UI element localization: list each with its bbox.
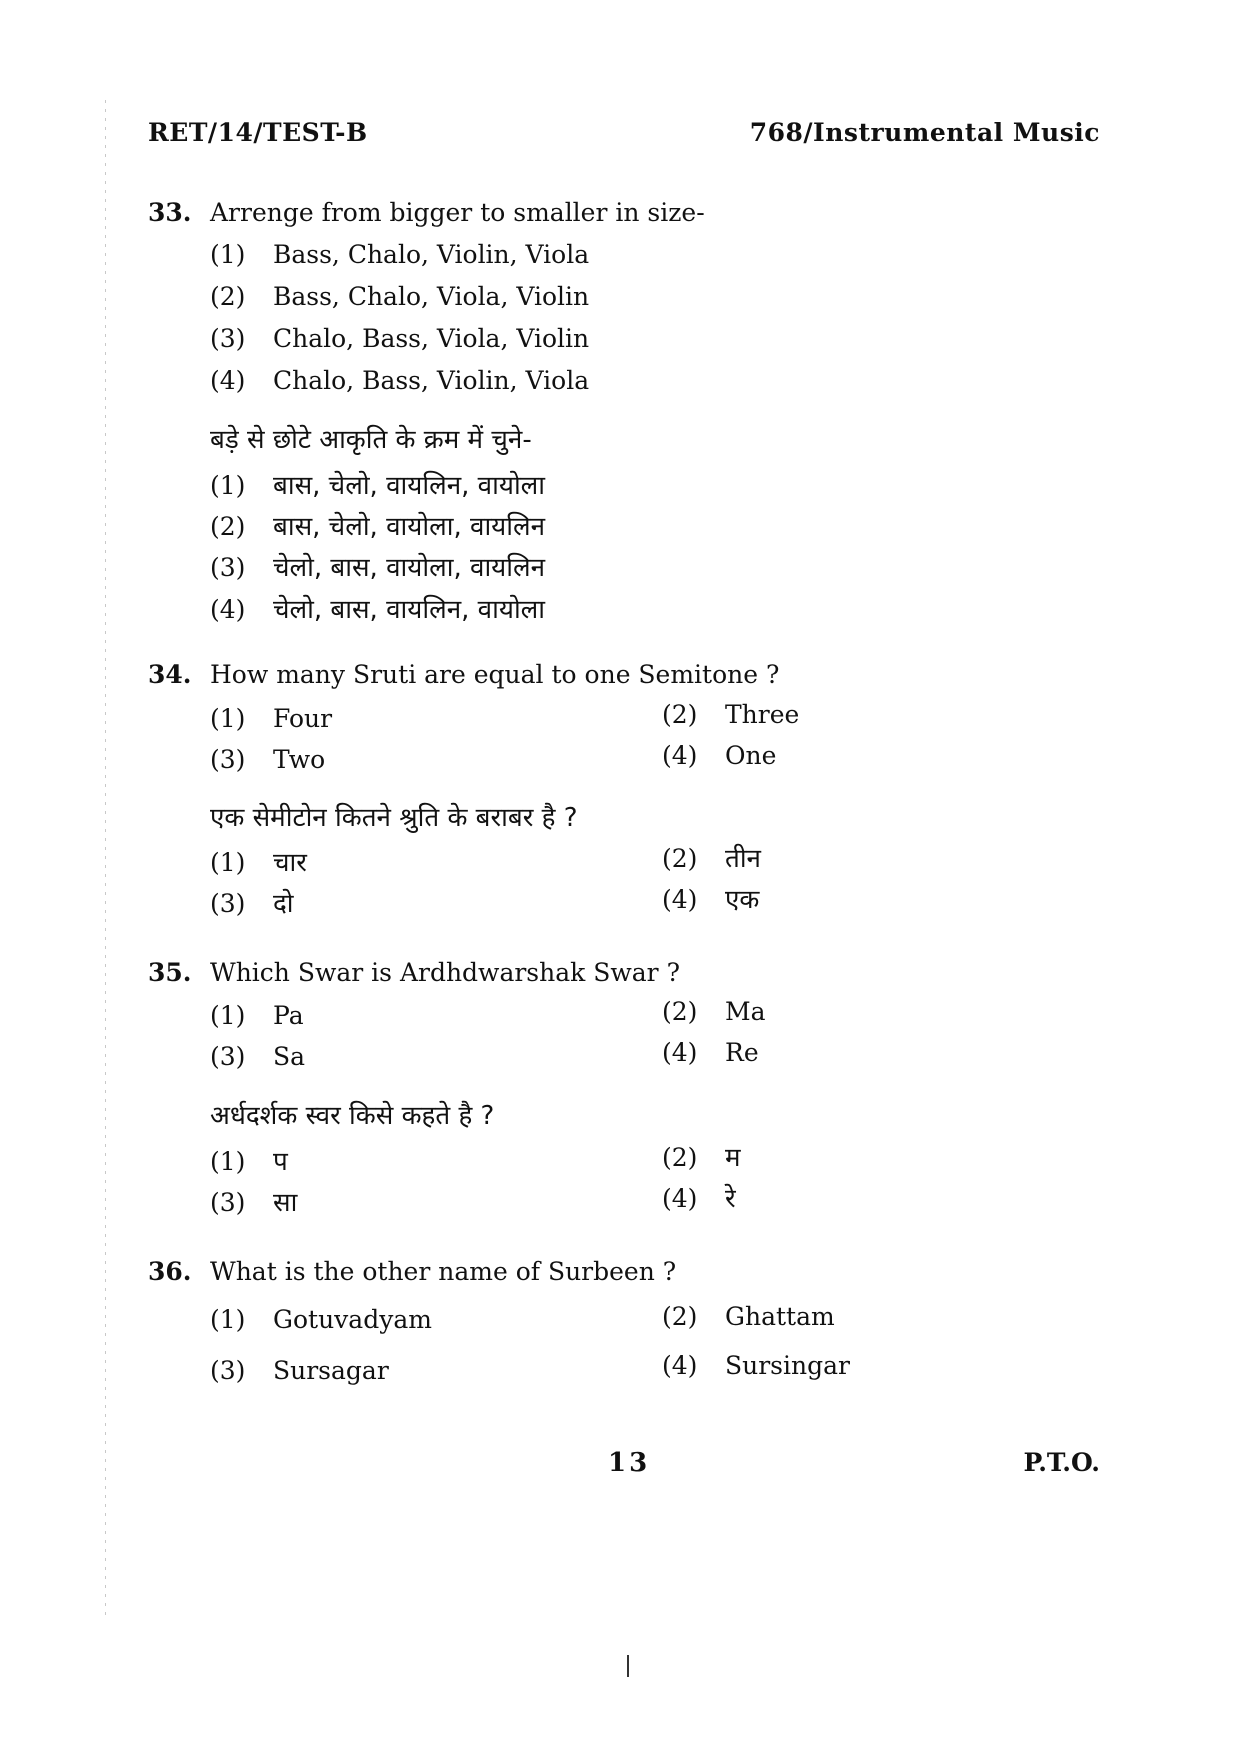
question-33: [148, 198, 705, 227]
paper-code: RET/14/TEST-B: [148, 118, 368, 147]
scan-edge-artifact: [105, 100, 106, 1620]
subject-title: 768/Instrumental Music: [749, 118, 1100, 147]
question-text: How many Sruti are equal to one Semitone ?: [210, 660, 780, 689]
option-text: एक: [725, 885, 760, 915]
option-hindi: [662, 1138, 741, 1174]
option-number: (3): [210, 1356, 246, 1385]
option-text: Two: [273, 745, 326, 774]
option-text: Three: [725, 700, 800, 729]
option-hindi: [662, 880, 759, 916]
option-text: चेलो, बास, वायोला, वायलिन: [273, 553, 546, 583]
option-number: (3): [210, 1042, 246, 1071]
option-hindi: [662, 1179, 736, 1215]
option: [210, 1305, 432, 1334]
question-34: [148, 660, 779, 689]
option-number: (1): [210, 240, 246, 269]
option-number: (1): [210, 704, 246, 733]
option: [662, 1038, 759, 1067]
option-text: बास, चेलो, वायोला, वायलिन: [273, 512, 546, 542]
option: [210, 282, 589, 311]
question-text-hindi: अर्धदर्शक स्वर किसे कहते है ?: [210, 1101, 495, 1131]
option-text: Gotuvadyam: [273, 1305, 432, 1334]
option-number: (4): [210, 366, 246, 395]
option-text: म: [725, 1143, 741, 1173]
scan-mark: [627, 1655, 629, 1677]
question-text: Which Swar is Ardhdwarshak Swar ?: [210, 958, 680, 987]
question-number: 35.: [148, 958, 192, 987]
option-text: Re: [725, 1038, 759, 1067]
question-text: Arrenge from bigger to smaller in size-: [210, 198, 705, 227]
option-text: प: [273, 1147, 288, 1177]
option-number: (1): [210, 848, 246, 877]
question-text-hindi: एक सेमीटोन कितने श्रुति के बराबर है ?: [210, 803, 578, 833]
option-text: रे: [725, 1184, 736, 1214]
option-text: दो: [273, 889, 294, 919]
option-text: Four: [273, 704, 333, 733]
option-number: (4): [662, 1184, 698, 1213]
option-hindi: [210, 507, 545, 543]
option-number: (4): [662, 885, 698, 914]
option-number: (2): [662, 1302, 698, 1331]
question-text: What is the other name of Surbeen ?: [210, 1257, 677, 1286]
option-number: (3): [210, 745, 246, 774]
option-hindi: [210, 843, 307, 879]
option: [210, 366, 589, 395]
option-text: तीन: [725, 844, 761, 874]
option-number: (2): [662, 844, 698, 873]
option: [662, 700, 799, 729]
option-number: (2): [662, 997, 698, 1026]
option: [662, 997, 766, 1026]
option-number: (2): [210, 282, 246, 311]
option-text: सा: [273, 1188, 298, 1218]
option: [210, 1001, 304, 1030]
option-number: (4): [210, 595, 246, 624]
question-36: [148, 1257, 676, 1286]
question-number: 34.: [148, 660, 192, 689]
option-text: बास, चेलो, वायलिन, वायोला: [273, 471, 546, 501]
option-number: (4): [662, 1038, 698, 1067]
option-number: (2): [662, 1143, 698, 1172]
option-text: Chalo, Bass, Viola, Violin: [273, 324, 590, 353]
option-number: (1): [210, 471, 246, 500]
option-text: Chalo, Bass, Violin, Viola: [273, 366, 590, 395]
option-text: Pa: [273, 1001, 304, 1030]
option-text: Ma: [725, 997, 766, 1026]
option-text: Sursingar: [725, 1351, 850, 1380]
option-number: (4): [662, 741, 698, 770]
option-number: (4): [662, 1351, 698, 1380]
option-number: (3): [210, 324, 246, 353]
question-number: 36.: [148, 1257, 192, 1286]
option: [210, 240, 589, 269]
option-text: Sursagar: [273, 1356, 389, 1385]
option-hindi: [662, 839, 761, 875]
option-hindi: [210, 1183, 297, 1219]
pto-label: P.T.O.: [1023, 1448, 1100, 1477]
option-number: (1): [210, 1001, 246, 1030]
option-hindi: [210, 466, 545, 502]
option-text: Bass, Chalo, Violin, Viola: [273, 240, 590, 269]
option-number: (1): [210, 1305, 246, 1334]
option-hindi: [210, 590, 545, 626]
page-number: 13: [608, 1448, 651, 1478]
option: [210, 1042, 305, 1071]
option-hindi: [210, 1142, 288, 1178]
option: [662, 741, 776, 770]
option-text: Sa: [273, 1042, 306, 1071]
option-number: (2): [662, 700, 698, 729]
option-number: (3): [210, 889, 246, 918]
option-number: (3): [210, 1188, 246, 1217]
option: [210, 324, 589, 353]
option: [662, 1302, 835, 1331]
option-text: चार: [273, 848, 307, 878]
option-number: (1): [210, 1147, 246, 1176]
option-text: Bass, Chalo, Viola, Violin: [273, 282, 590, 311]
option-text: चेलो, बास, वायलिन, वायोला: [273, 595, 546, 625]
option-number: (2): [210, 512, 246, 541]
option-text: One: [725, 741, 777, 770]
option-text: Ghattam: [725, 1302, 835, 1331]
option: [662, 1351, 850, 1380]
option-hindi: [210, 884, 294, 920]
question-number: 33.: [148, 198, 192, 227]
option: [210, 745, 325, 774]
question-35: [148, 958, 680, 987]
option-hindi: [210, 548, 545, 584]
option: [210, 704, 332, 733]
option-number: (3): [210, 553, 246, 582]
question-text-hindi: बड़े से छोटे आकृति के क्रम में चुने-: [210, 425, 532, 455]
option: [210, 1356, 389, 1385]
